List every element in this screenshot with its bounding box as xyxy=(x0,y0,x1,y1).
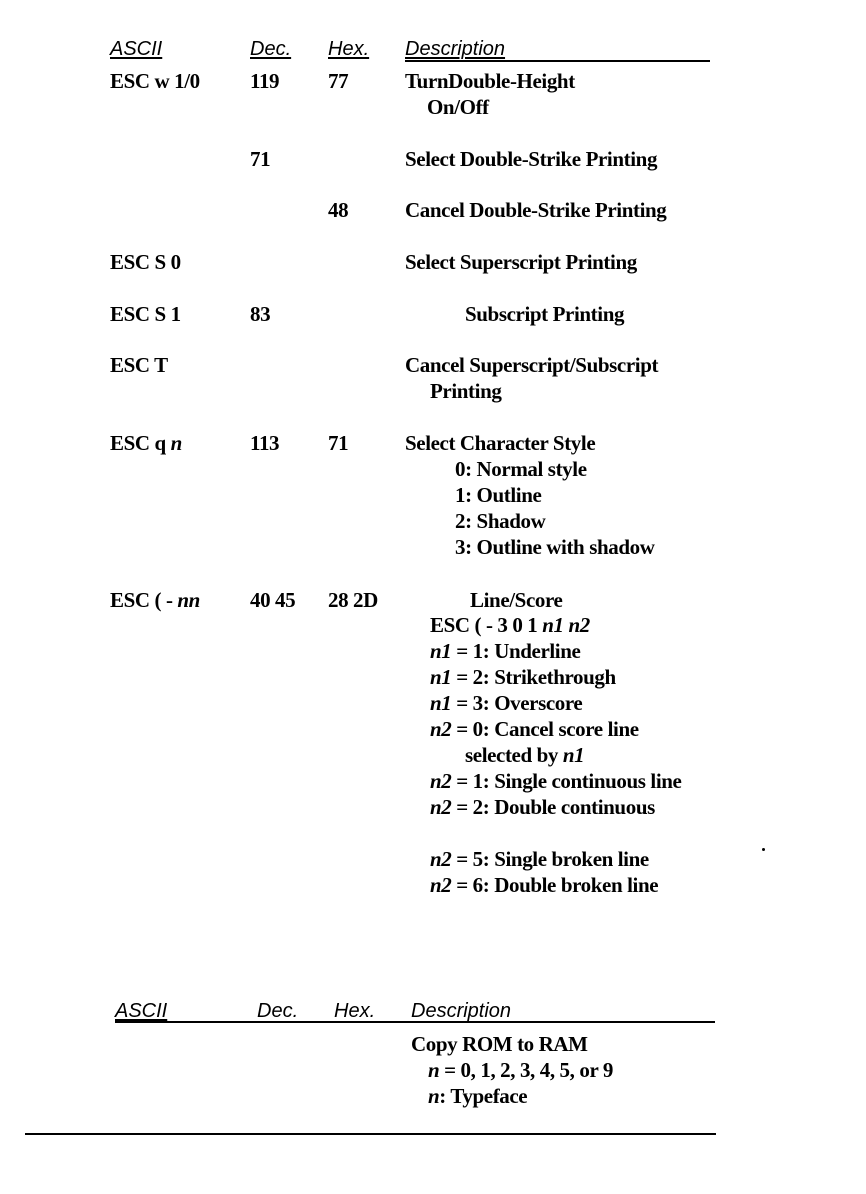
row7-hex: 71 xyxy=(328,431,349,455)
row2-dec: 71 xyxy=(250,147,271,171)
table1-header-desc: Description xyxy=(405,38,506,60)
row8-opt-double-continuous: n2 = 2: Double continuous xyxy=(430,795,655,819)
stray-dot xyxy=(762,848,765,851)
row8-command: ESC ( - 3 0 1 n1 n2 xyxy=(430,613,590,637)
row1-desc-line2: On/Off xyxy=(427,95,489,119)
row7-style-3: 3: Outline with shadow xyxy=(455,535,655,559)
table2-row1-opt2: n: Typeface xyxy=(428,1084,528,1108)
row1-dec: 119 xyxy=(250,69,280,93)
row4-ascii: ESC S 0 xyxy=(110,250,181,274)
row7-style-2: 2: Shadow xyxy=(455,509,546,533)
row1-desc: TurnDouble-Height xyxy=(405,69,575,93)
row8-opt-overscore: n1 = 3: Overscore xyxy=(430,691,583,715)
row8-opt-single-continuous: n2 = 1: Single continuous line xyxy=(430,769,682,793)
row7-style-0: 0: Normal style xyxy=(455,457,587,481)
footer-rule xyxy=(25,1133,716,1135)
row2-desc: Select Double-Strike Printing xyxy=(405,147,658,171)
table1-header-dec: Dec. xyxy=(250,38,292,60)
row1-hex: 77 xyxy=(328,69,349,93)
row6-desc-line2: Printing xyxy=(430,379,502,403)
row8-dec: 40 45 xyxy=(250,588,296,612)
row8-ascii: ESC ( - nn xyxy=(110,588,200,612)
row8-hex: 28 2D xyxy=(328,588,378,612)
row7-desc: Select Character Style xyxy=(405,431,596,455)
row5-desc: Subscript Printing xyxy=(465,302,625,326)
row8-opt-double-broken: n2 = 6: Double broken line xyxy=(430,873,659,897)
row8-opt-cancel: n2 = 0: Cancel score line xyxy=(430,717,639,741)
row5-ascii: ESC S 1 xyxy=(110,302,181,326)
row3-hex: 48 xyxy=(328,198,349,222)
table2-header-rule xyxy=(115,1021,715,1023)
table1-header-hex: Hex. xyxy=(328,38,370,60)
row6-desc: Cancel Superscript/Subscript xyxy=(405,353,659,377)
row8-opt-strikethrough: n1 = 2: Strikethrough xyxy=(430,665,616,689)
table2-header-dec: Dec. xyxy=(257,1000,299,1022)
row1-ascii: ESC w 1/0 xyxy=(110,69,200,93)
row4-desc: Select Superscript Printing xyxy=(405,250,637,274)
table1-header-rule xyxy=(405,60,710,62)
row7-style-1: 1: Outline xyxy=(455,483,542,507)
row5-dec: 83 xyxy=(250,302,271,326)
row8-opt-cancel-line2: selected by n1 xyxy=(465,743,585,767)
row8-title: Line/Score xyxy=(470,588,563,612)
table2-row1-desc: Copy ROM to RAM xyxy=(411,1032,588,1056)
row3-desc: Cancel Double-Strike Printing xyxy=(405,198,667,222)
row8-opt-single-broken: n2 = 5: Single broken line xyxy=(430,847,649,871)
row6-ascii: ESC T xyxy=(110,353,168,377)
table2-header-desc: Description xyxy=(411,1000,512,1022)
table2-header-ascii: ASCII xyxy=(115,1000,168,1022)
row7-dec: 113 xyxy=(250,431,280,455)
table2-row1-opt1: n = 0, 1, 2, 3, 4, 5, or 9 xyxy=(428,1058,613,1082)
row7-ascii: ESC q n xyxy=(110,431,182,455)
row8-opt-underline: n1 = 1: Underline xyxy=(430,639,581,663)
table2-header-hex: Hex. xyxy=(334,1000,376,1022)
table1-header-ascii: ASCII xyxy=(110,38,163,60)
